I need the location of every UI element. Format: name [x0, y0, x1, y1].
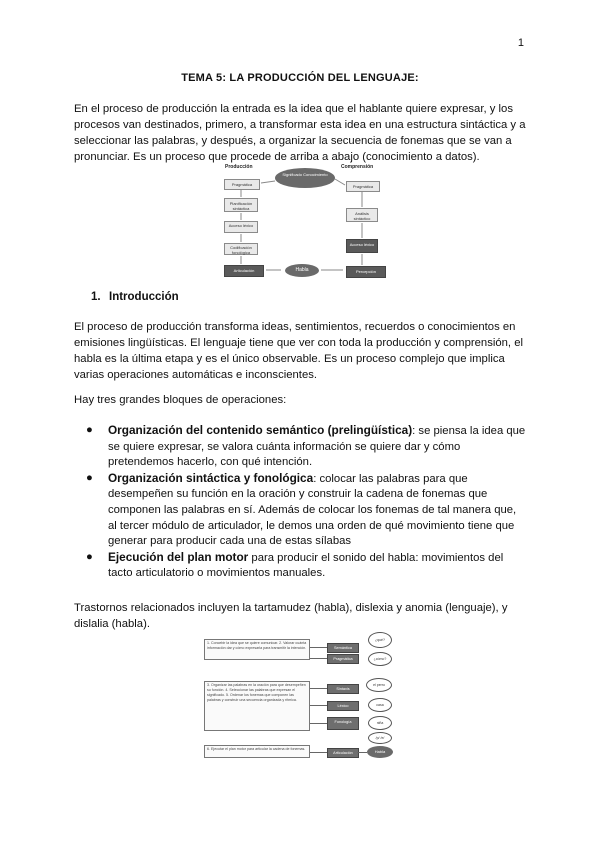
bullet-text: para producir el sonido del habla: movimientos del tacto articulatorio o movimientos manuales. [108, 551, 504, 580]
stage-lexicon: Léxico [327, 701, 359, 711]
section-title: Introducción [109, 291, 179, 303]
list-item: ● Organización del contenido semántico (prelingüística): se piensa la idea que se quiere expresar, se valora cuánta información se quiere dar y cómo pretendemos hacerlo, con qué intención. [86, 423, 526, 469]
diagram2-box-motor: 6. Ejecutar el plan motor para articular la cadena de fonemas. [204, 745, 310, 758]
speech-ellipse: Habla [285, 264, 319, 277]
paragraph-2: El proceso de producción transforma ideas, sentimientos, recuerdos o conocimientos en emisiones lingüísticas. El lenguaje tiene que ver con toda la producción y comprensión, el habla es la última etapa y es el único observable. Es un proceso complejo que implica varias operaciones automáticas e inconscientes. [74, 321, 523, 381]
thought-cloud: ¿cómo? [368, 652, 392, 666]
right-box-perception: Percepción [346, 266, 386, 278]
stage-semantics: Semántica [327, 643, 359, 653]
page-title: TEMA 5: LA PRODUCCIÓN DEL LENGUAJE: [181, 72, 419, 84]
bullet-bold: Organización del contenido semántico (prelingüística) [108, 423, 413, 437]
paragraph-3: Hay tres grandes bloques de operaciones: [74, 394, 287, 406]
right-box-syntactic: Análisis sintáctico [346, 208, 378, 222]
bullet-text: : se piensa la idea que se quiere expresar, se valora cuánta información se quiere dar y cómo pretendemos hacerlo, con qué intención. [108, 425, 526, 469]
stage-pragmatics: Pragmática [327, 654, 359, 664]
operations-list [74, 423, 526, 582]
meaning-knowledge-ellipse: Significado Conocimiento [275, 168, 335, 188]
speech-bubble: el perro [366, 678, 392, 692]
speech-final-ellipse: Habla [367, 746, 393, 758]
bullet-text: : colocar las palabras para que desempeñen su función en la oración y construir la cadena de fonemas que componen las palabras en sí. Además de colocar los fonemas de tal manera que, al tercer módulo de articulador, le demos una orden de qué movimiento tiene que generar para producir cada una de estas sílabas [108, 472, 517, 548]
diagram-right-title: Comprensión [341, 164, 374, 170]
left-box-pragmatics: Pragmática [224, 179, 260, 190]
section-heading [91, 291, 179, 303]
page-number: 1 [517, 37, 524, 49]
list-item: ● Organización sintáctica y fonológica: colocar las palabras para que desempeñen su función en la oración y construir la cadena de fonemas que componen las palabras en sí. Además de colocar los fonemas de tal manera que, al tercer módulo de articulador, le demos una orden de qué movimiento tiene que generar para producir cada una de estas sílabas [86, 470, 517, 548]
right-box-pragmatics: Pragmática [346, 181, 380, 192]
diagram2-box-semantic: 1. Concebir la idea que se quiere comunicar. 2. Valorar cuánta información dar y cómo expresarla para transmitir la intención. [204, 639, 310, 660]
bullet-bold: Ejecución del plan motor [108, 549, 249, 564]
stage-phonology: Fonología [327, 717, 359, 730]
left-box-syntactic: Planificación sintáctica [224, 198, 258, 212]
diagram2-box-syntax: 3. Organizar las palabras en la oración para que desempeñen su función. 4. Seleccionar las palabras que expresan el significado. 5. Ordenar los fonemas que componen las palabras y construir una secuencia organizada y rítmica. [204, 681, 310, 731]
left-box-lexical: Acceso léxico [224, 221, 258, 233]
diagram1-arrows [221, 163, 390, 278]
stage-articulation: Articulación [327, 748, 359, 758]
section-number: 1. [91, 291, 101, 303]
speech-bubble: niña [368, 716, 392, 730]
intro-paragraph: En el proceso de producción la entrada es la idea que el hablante quiere expresar, y los procesos van destinados, primero, a transformar esta idea en una estructura sintáctica y a seleccionar las palabras, y después, a organizar la secuencia de fonemas que se van a pronunciar. Es un proceso que procede de arriba a abajo (conocimiento a datos). [74, 103, 526, 163]
right-box-lexical: Acceso léxico [346, 239, 378, 253]
bullet-bold: Organización sintáctica y fonológica [108, 470, 314, 485]
thought-cloud: ¿qué? [368, 632, 392, 648]
stage-syntax: Sintaxis [327, 684, 359, 694]
production-comprehension-diagram [221, 163, 390, 278]
speech-bubble: /p/ /e/ [368, 732, 392, 744]
diagram-left-title: Producción [225, 164, 253, 170]
speech-bubble: casa [368, 698, 392, 712]
left-box-phonological: Codificación fonológica [224, 243, 258, 255]
list-item: ● Ejecución del plan motor para producir el sonido del habla: movimientos del tacto articulatorio o movimientos manuales. [86, 549, 504, 580]
operations-diagram [202, 632, 400, 760]
paragraph-4: Trastornos relacionados incluyen la tartamudez (habla), dislexia y anomia (lenguaje), y dislalia (habla). [74, 602, 508, 630]
left-box-articulation: Articulación [224, 265, 264, 277]
